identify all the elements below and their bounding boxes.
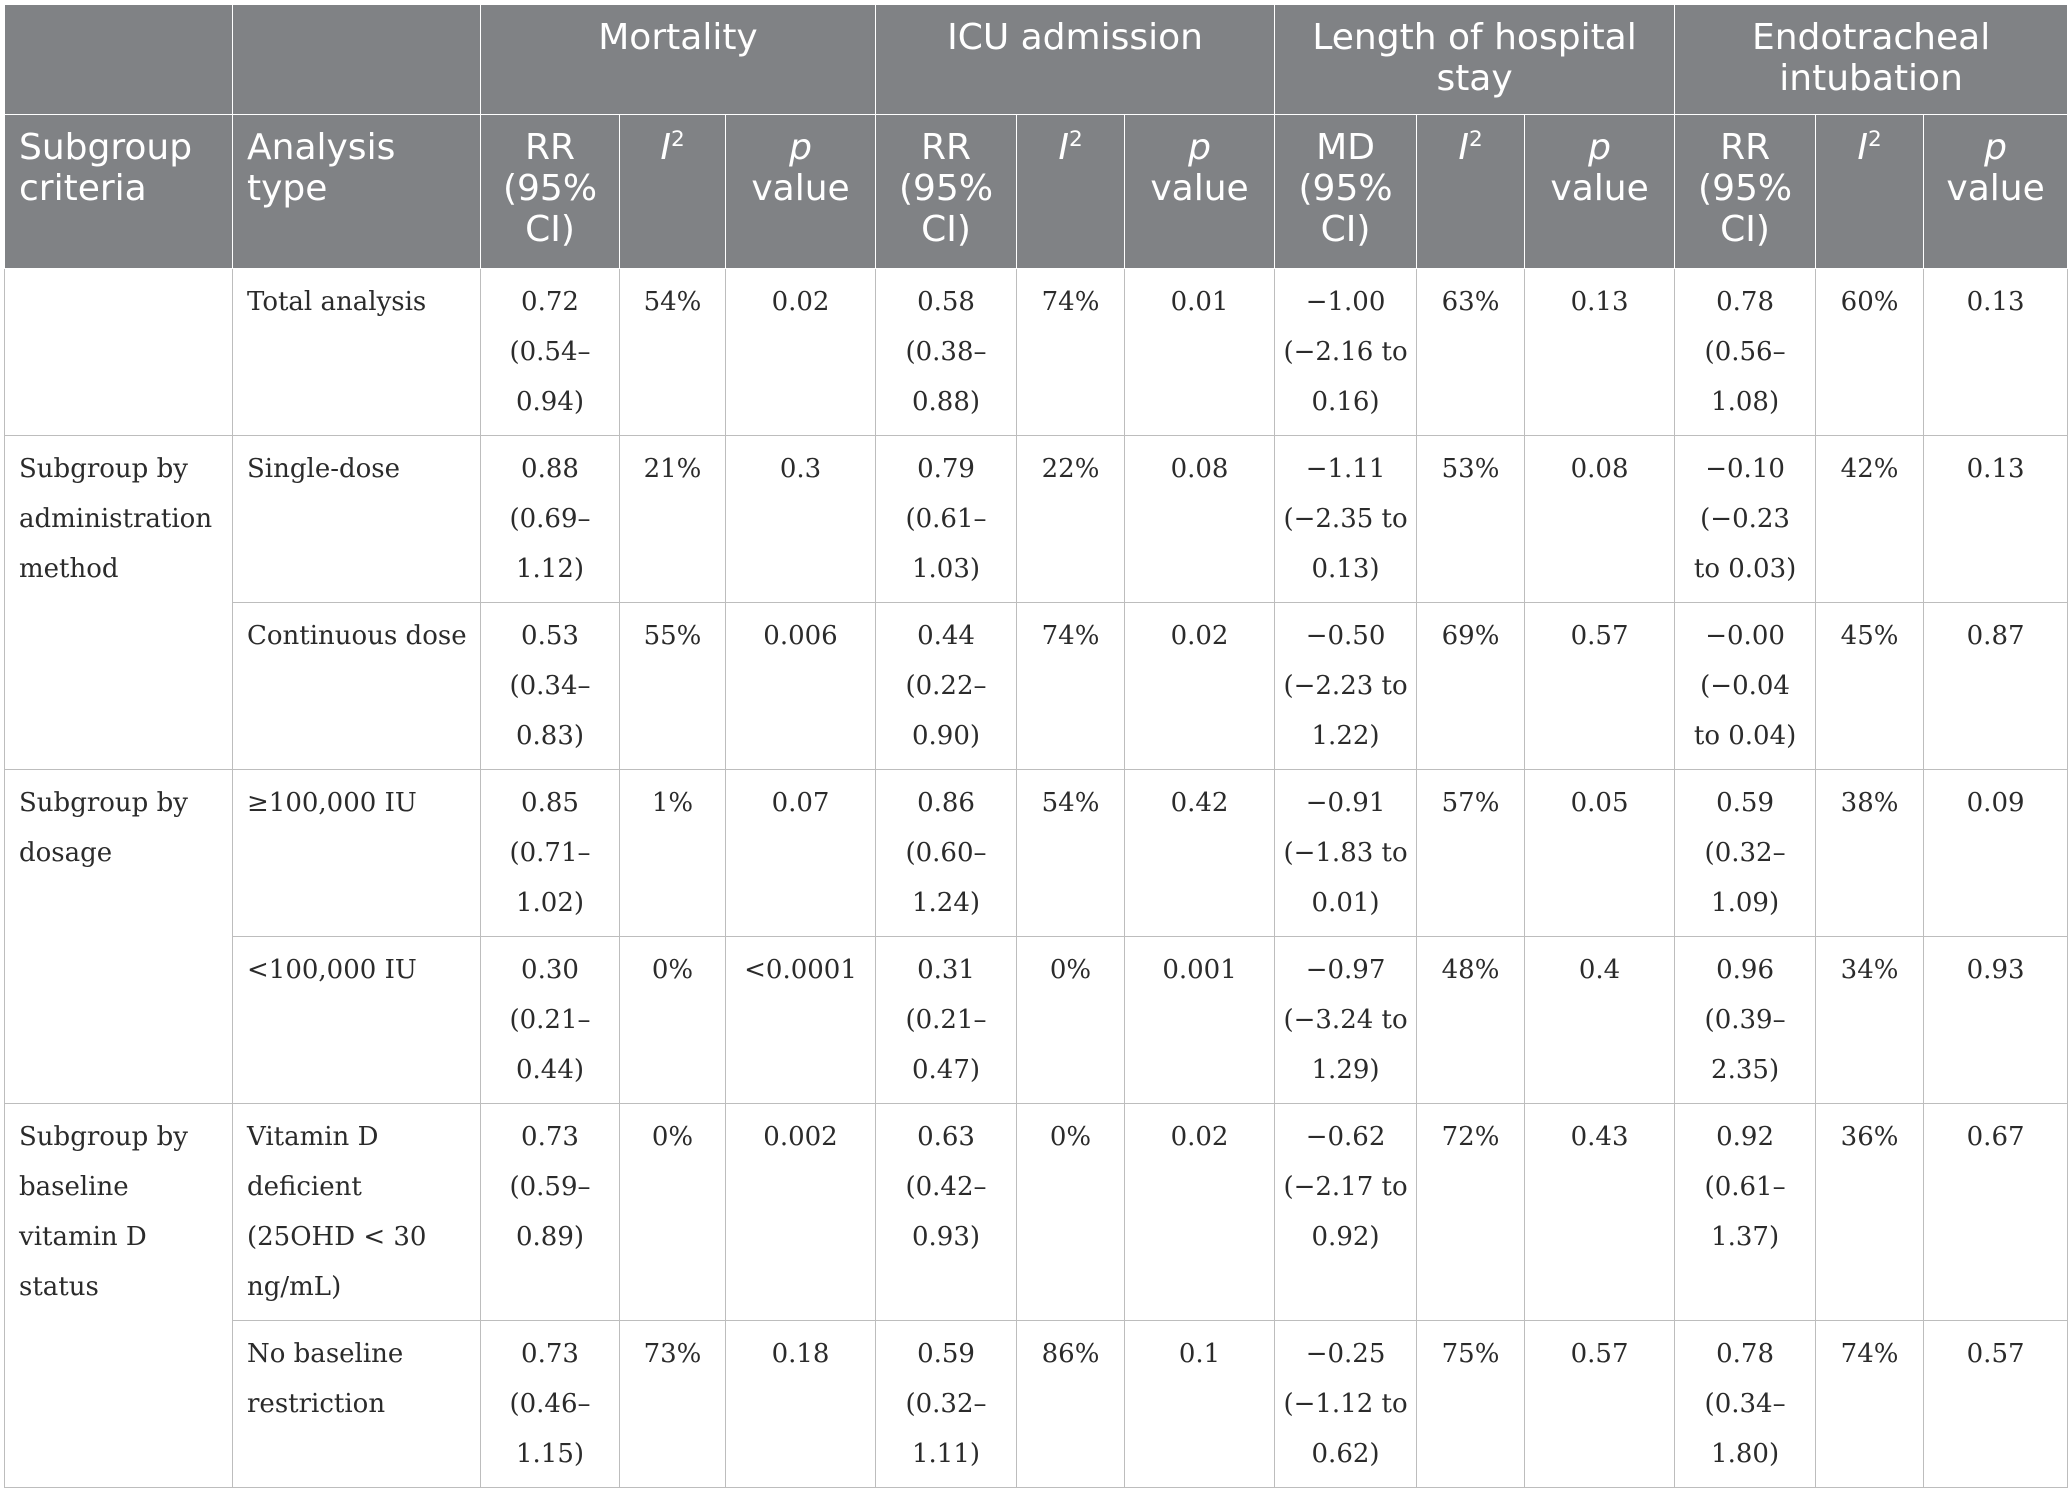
icu-rr-cell: 0.31 (0.21–0.47) <box>876 937 1017 1104</box>
mortality-p-cell: 0.07 <box>726 770 876 937</box>
intubation-p-cell: 0.13 <box>1924 269 2068 436</box>
p-letter: p <box>1588 127 1611 168</box>
los-md-cell: −1.11 (−2.35 to 0.13) <box>1275 436 1417 603</box>
icu-p-cell: 0.42 <box>1125 770 1275 937</box>
p-value-header <box>726 115 876 269</box>
los-i2-cell: 69% <box>1417 603 1525 770</box>
mortality-group-header: Mortality <box>481 5 876 115</box>
subgroup-criteria-cell: Subgroup by administration method <box>5 436 233 770</box>
intubation-p-cell: 0.67 <box>1924 1104 2068 1321</box>
analysis-type-cell: Total analysis <box>233 269 481 436</box>
i2-letter: I <box>1058 127 1069 168</box>
mortality-i2-cell: 0% <box>620 1104 726 1321</box>
intubation-p-cell: 0.09 <box>1924 770 2068 937</box>
los-i2-cell: 63% <box>1417 269 1525 436</box>
rr-header: RR (95% CI) <box>481 115 620 269</box>
column-header-row <box>5 115 2068 269</box>
los-i2-cell: 57% <box>1417 770 1525 937</box>
icu-i2-cell: 74% <box>1017 603 1125 770</box>
mortality-i2-cell: 55% <box>620 603 726 770</box>
icu-i2-cell: 86% <box>1017 1321 1125 1488</box>
icu-i2-cell: 0% <box>1017 937 1125 1104</box>
analysis-type-cell: Vitamin D deficient (25OHD < 30 ng/mL) <box>233 1104 481 1321</box>
subgroup-criteria-cell: Subgroup by dosage <box>5 770 233 1104</box>
subgroup-criteria-cell <box>5 269 233 436</box>
mortality-p-cell: 0.3 <box>726 436 876 603</box>
intubation-rr-cell: −0.00 (−0.04 to 0.04) <box>1675 603 1816 770</box>
mortality-rr-cell: 0.72 (0.54–0.94) <box>481 269 620 436</box>
intubation-rr-cell: 0.92 (0.61–1.37) <box>1675 1104 1816 1321</box>
intubation-rr-cell: 0.78 (0.34–1.80) <box>1675 1321 1816 1488</box>
icu-p-cell: 0.02 <box>1125 603 1275 770</box>
p-value-header <box>1924 115 2068 269</box>
i2-superscript: 2 <box>1468 127 1483 152</box>
intubation-i2-cell: 42% <box>1816 436 1924 603</box>
subgroup-analysis-table <box>4 4 2068 1488</box>
length-of-stay-group-header: Length of hospital stay <box>1275 5 1675 115</box>
mortality-rr-cell: 0.30 (0.21–0.44) <box>481 937 620 1104</box>
los-p-cell: 0.08 <box>1525 436 1675 603</box>
mortality-rr-cell: 0.73 (0.46–1.15) <box>481 1321 620 1488</box>
intubation-i2-cell: 36% <box>1816 1104 1924 1321</box>
los-p-cell: 0.13 <box>1525 269 1675 436</box>
i2-header <box>1017 115 1125 269</box>
i2-letter: I <box>660 127 671 168</box>
los-md-cell: −1.00 (−2.16 to 0.16) <box>1275 269 1417 436</box>
mortality-i2-cell: 1% <box>620 770 726 937</box>
intubation-p-cell: 0.93 <box>1924 937 2068 1104</box>
value-word: value <box>1550 168 1649 209</box>
analysis-type-cell: No baseline restriction <box>233 1321 481 1488</box>
table-row <box>5 937 2068 1104</box>
mortality-p-cell: 0.02 <box>726 269 876 436</box>
i2-letter: I <box>1857 127 1869 168</box>
i2-letter: I <box>1458 127 1469 168</box>
icu-p-cell: 0.01 <box>1125 269 1275 436</box>
p-letter: p <box>1984 127 2008 168</box>
icu-p-cell: 0.1 <box>1125 1321 1275 1488</box>
icu-rr-cell: 0.58 (0.38–0.88) <box>876 269 1017 436</box>
i2-superscript: 2 <box>670 127 685 152</box>
icu-p-cell: 0.08 <box>1125 436 1275 603</box>
mortality-p-cell: <0.0001 <box>726 937 876 1104</box>
mortality-i2-cell: 21% <box>620 436 726 603</box>
icu-rr-cell: 0.59 (0.32–1.11) <box>876 1321 1017 1488</box>
icu-p-cell: 0.001 <box>1125 937 1275 1104</box>
intubation-group-header: Endotracheal intubation <box>1675 5 2068 115</box>
p-value-header <box>1525 115 1675 269</box>
group-header-row <box>5 5 2068 115</box>
mortality-rr-cell: 0.85 (0.71–1.02) <box>481 770 620 937</box>
intubation-rr-cell: 0.59 (0.32–1.09) <box>1675 770 1816 937</box>
intubation-p-cell: 0.13 <box>1924 436 2068 603</box>
icu-p-cell: 0.02 <box>1125 1104 1275 1321</box>
intubation-rr-cell: −0.10 (−0.23 to 0.03) <box>1675 436 1816 603</box>
mortality-i2-cell: 73% <box>620 1321 726 1488</box>
intubation-p-cell: 0.87 <box>1924 603 2068 770</box>
table-row <box>5 436 2068 603</box>
md-header: MD (95% CI) <box>1275 115 1417 269</box>
table-row <box>5 269 2068 436</box>
mortality-rr-cell: 0.73 (0.59–0.89) <box>481 1104 620 1321</box>
los-i2-cell: 48% <box>1417 937 1525 1104</box>
table-row <box>5 603 2068 770</box>
blank-header-cell <box>233 5 481 115</box>
icu-i2-cell: 22% <box>1017 436 1125 603</box>
rr-header: RR (95% CI) <box>1675 115 1816 269</box>
icu-admission-group-header: ICU admission <box>876 5 1275 115</box>
icu-rr-cell: 0.63 (0.42–0.93) <box>876 1104 1017 1321</box>
rr-header: RR (95% CI) <box>876 115 1017 269</box>
mortality-i2-cell: 54% <box>620 269 726 436</box>
los-p-cell: 0.43 <box>1525 1104 1675 1321</box>
analysis-type-cell: ≥100,000 IU <box>233 770 481 937</box>
i2-header <box>1417 115 1525 269</box>
i2-header <box>1816 115 1924 269</box>
intubation-i2-cell: 60% <box>1816 269 1924 436</box>
p-letter: p <box>1188 127 1211 168</box>
table-row <box>5 1104 2068 1321</box>
mortality-rr-cell: 0.53 (0.34–0.83) <box>481 603 620 770</box>
i2-superscript: 2 <box>1868 127 1882 152</box>
analysis-type-cell: Single-dose <box>233 436 481 603</box>
mortality-p-cell: 0.006 <box>726 603 876 770</box>
los-p-cell: 0.57 <box>1525 1321 1675 1488</box>
icu-i2-cell: 0% <box>1017 1104 1125 1321</box>
table-row <box>5 1321 2068 1488</box>
icu-rr-cell: 0.44 (0.22–0.90) <box>876 603 1017 770</box>
value-word: value <box>1946 168 2045 209</box>
intubation-i2-cell: 34% <box>1816 937 1924 1104</box>
intubation-rr-cell: 0.96 (0.39–2.35) <box>1675 937 1816 1104</box>
intubation-p-cell: 0.57 <box>1924 1321 2068 1488</box>
analysis-type-cell: Continuous dose <box>233 603 481 770</box>
los-md-cell: −0.91 (−1.83 to 0.01) <box>1275 770 1417 937</box>
p-value-header <box>1125 115 1275 269</box>
los-p-cell: 0.4 <box>1525 937 1675 1104</box>
intubation-i2-cell: 74% <box>1816 1321 1924 1488</box>
los-md-cell: −0.50 (−2.23 to 1.22) <box>1275 603 1417 770</box>
blank-header-cell <box>5 5 233 115</box>
subgroup-criteria-cell: Subgroup by baseline vitamin D status <box>5 1104 233 1488</box>
value-word: value <box>1150 168 1249 209</box>
p-letter: p <box>789 127 812 168</box>
los-md-cell: −0.62 (−2.17 to 0.92) <box>1275 1104 1417 1321</box>
mortality-p-cell: 0.002 <box>726 1104 876 1321</box>
intubation-rr-cell: 0.78 (0.56–1.08) <box>1675 269 1816 436</box>
los-i2-cell: 72% <box>1417 1104 1525 1321</box>
analysis-type-header: Analysis type <box>233 115 481 269</box>
icu-i2-cell: 74% <box>1017 269 1125 436</box>
value-word: value <box>751 168 850 209</box>
i2-header <box>620 115 726 269</box>
los-md-cell: −0.25 (−1.12 to 0.62) <box>1275 1321 1417 1488</box>
los-p-cell: 0.05 <box>1525 770 1675 937</box>
los-p-cell: 0.57 <box>1525 603 1675 770</box>
table-row <box>5 770 2068 937</box>
los-i2-cell: 53% <box>1417 436 1525 603</box>
i2-superscript: 2 <box>1068 127 1083 152</box>
los-i2-cell: 75% <box>1417 1321 1525 1488</box>
los-md-cell: −0.97 (−3.24 to 1.29) <box>1275 937 1417 1104</box>
icu-i2-cell: 54% <box>1017 770 1125 937</box>
icu-rr-cell: 0.86 (0.60–1.24) <box>876 770 1017 937</box>
icu-rr-cell: 0.79 (0.61–1.03) <box>876 436 1017 603</box>
intubation-i2-cell: 38% <box>1816 770 1924 937</box>
mortality-i2-cell: 0% <box>620 937 726 1104</box>
mortality-rr-cell: 0.88 (0.69–1.12) <box>481 436 620 603</box>
subgroup-criteria-header: Subgroup criteria <box>5 115 233 269</box>
intubation-i2-cell: 45% <box>1816 603 1924 770</box>
analysis-type-cell: <100,000 IU <box>233 937 481 1104</box>
mortality-p-cell: 0.18 <box>726 1321 876 1488</box>
